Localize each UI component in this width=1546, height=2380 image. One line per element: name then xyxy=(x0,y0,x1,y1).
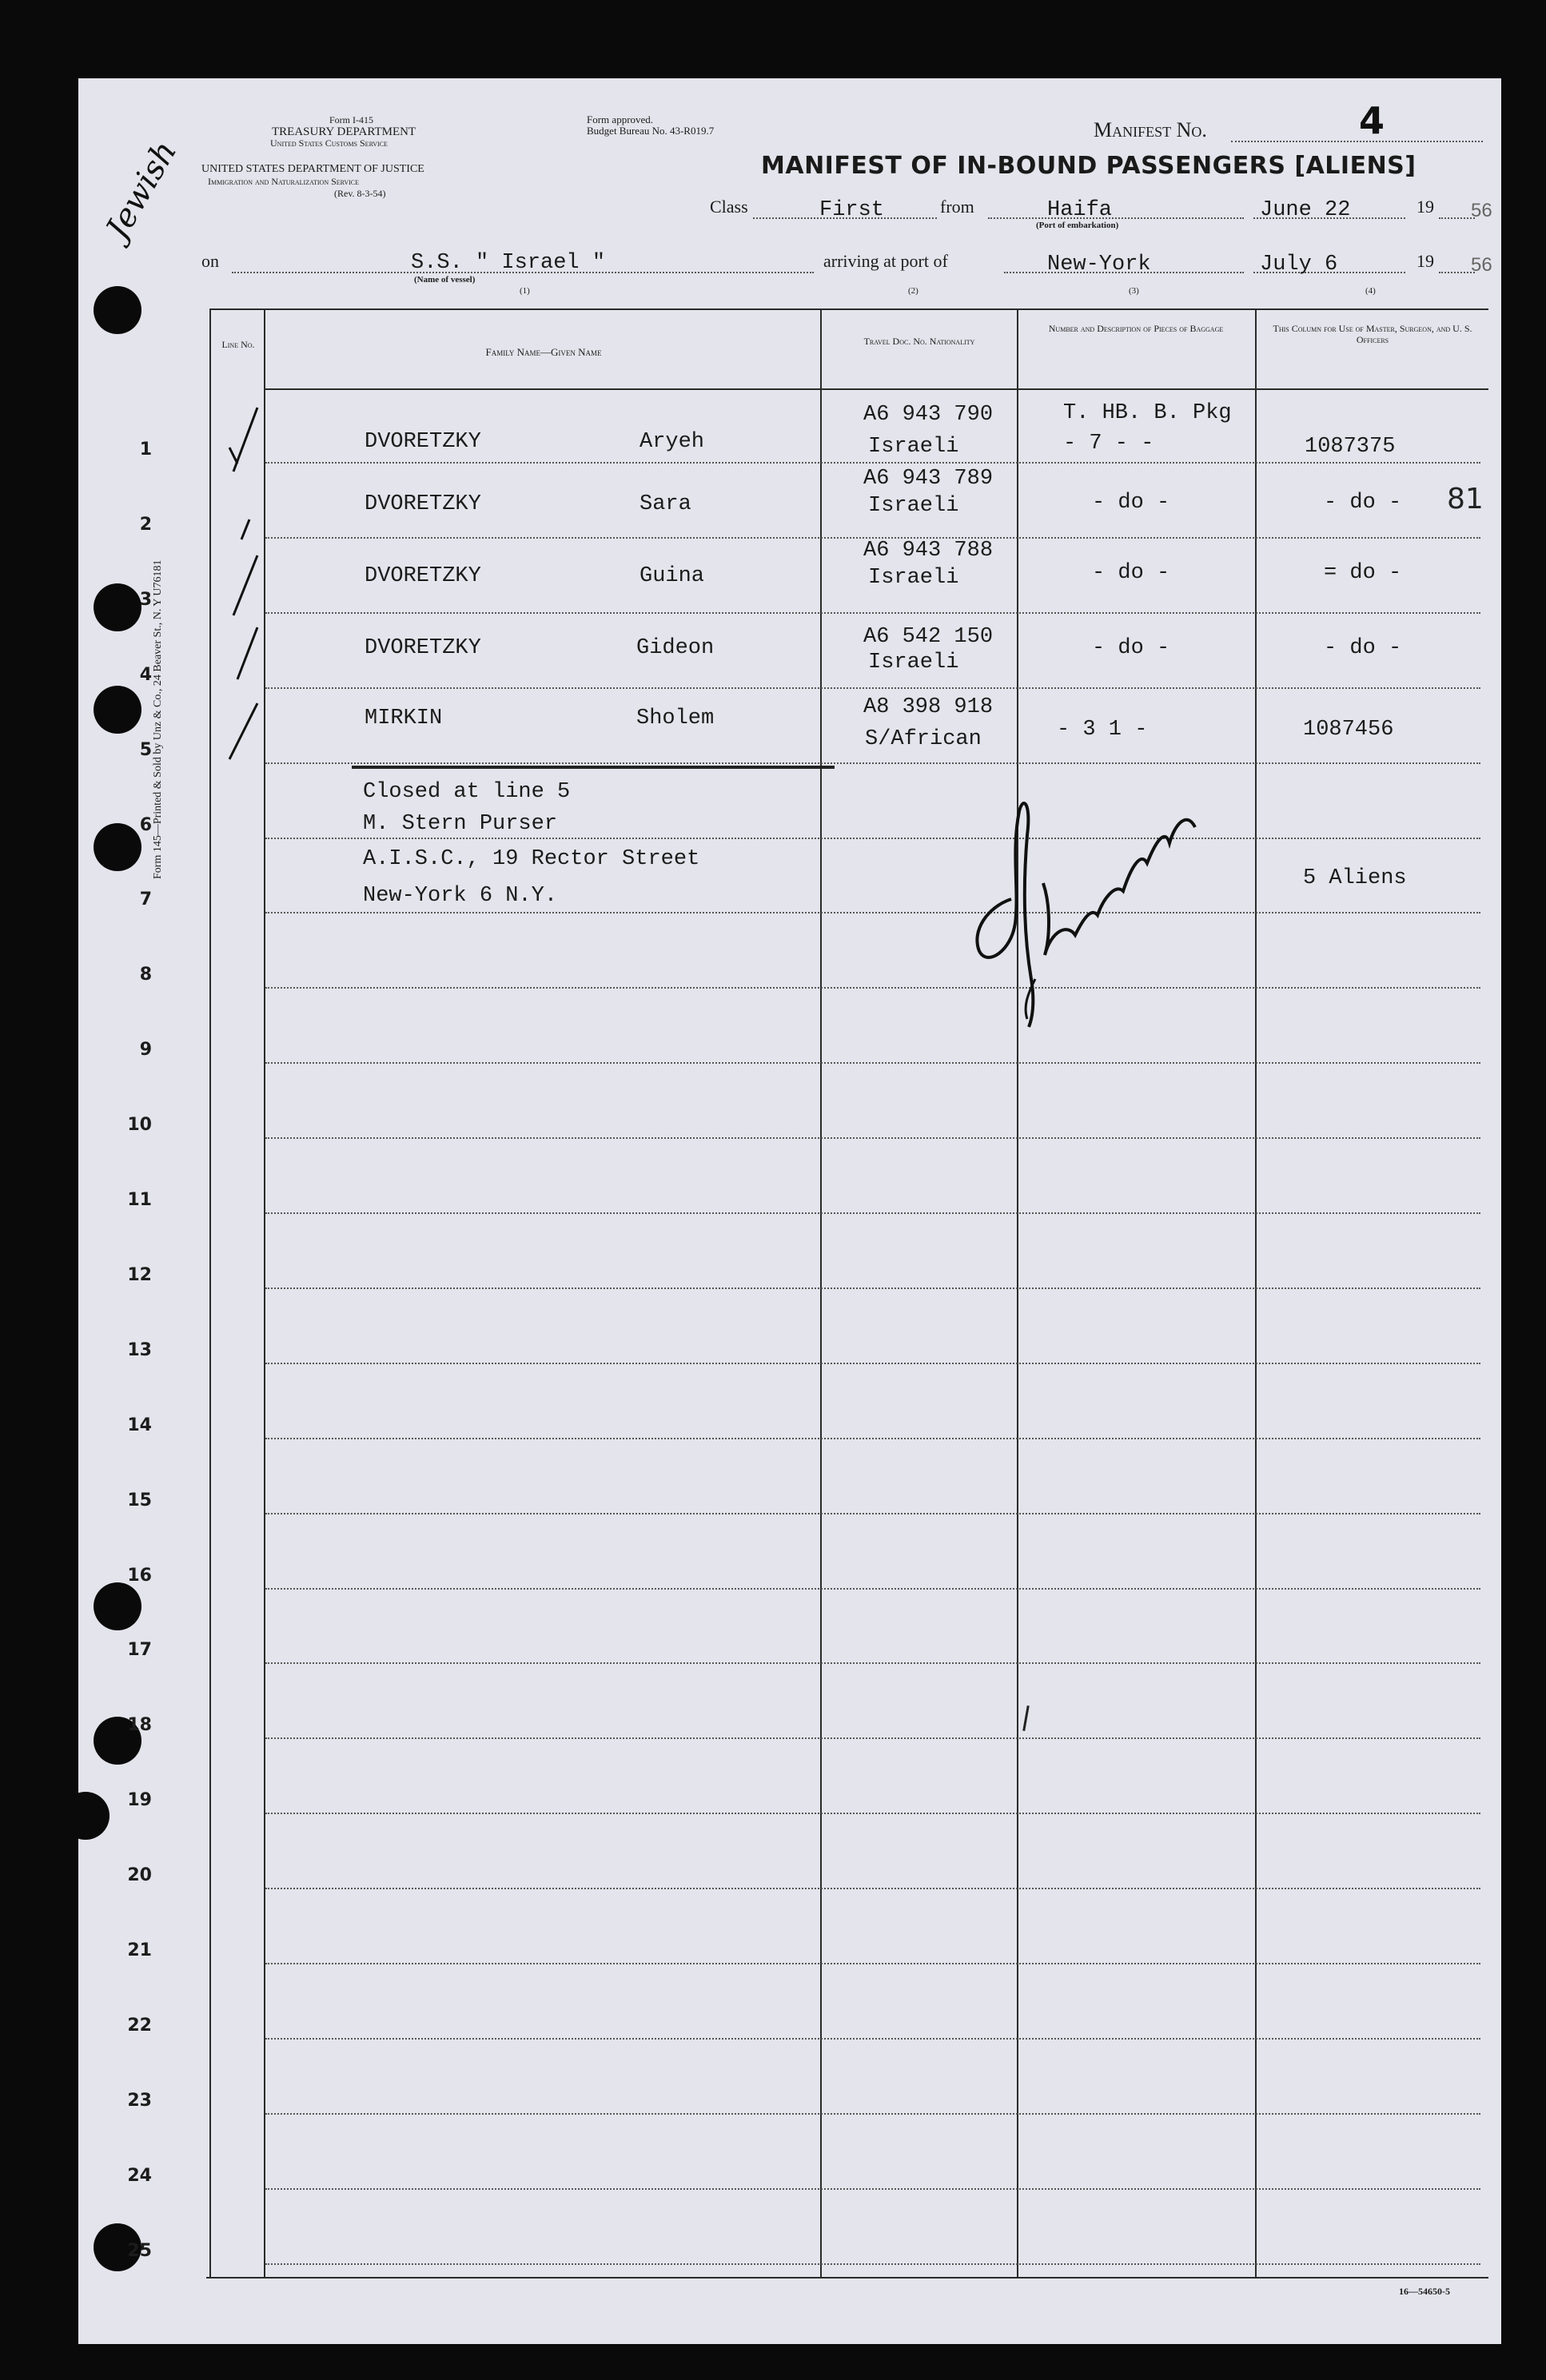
depart-date: June 22 xyxy=(1260,198,1351,222)
passenger-doc-no: A6 943 789 xyxy=(863,467,994,491)
depart-year-line xyxy=(1439,217,1475,219)
customs-service: United States Customs Service xyxy=(270,137,388,149)
arrival-port: New-York xyxy=(1047,253,1151,277)
vessel-caption: (Name of vessel) xyxy=(414,275,476,285)
line-number: 21 xyxy=(127,1940,152,1960)
passenger-baggage: - do - xyxy=(1092,561,1170,585)
passenger-baggage-count: - 7 - - xyxy=(1063,432,1154,456)
passenger-officer-entry: - do - xyxy=(1324,636,1402,660)
passenger-officer-entry: - do - xyxy=(1324,491,1402,515)
passenger-doc-no: A6 943 790 xyxy=(863,403,994,427)
ruled-line xyxy=(265,612,1480,614)
officer-total: 5 Aliens xyxy=(1303,866,1407,890)
year-prefix-2: 19 xyxy=(1417,251,1434,271)
line-number: 7 xyxy=(139,890,152,909)
line-number: 17 xyxy=(127,1640,152,1660)
line-number: 13 xyxy=(127,1340,152,1360)
line-number: 12 xyxy=(127,1265,152,1285)
officer-signature xyxy=(955,779,1219,1035)
ruled-line xyxy=(265,2113,1480,2115)
from-value: Haifa xyxy=(1047,198,1113,222)
form-number: Form I-415 xyxy=(329,114,373,125)
passenger-officer-entry: 1087456 xyxy=(1303,718,1394,742)
passenger-family-name: DVORETZKY xyxy=(365,492,481,516)
ruled-line xyxy=(265,2188,1480,2190)
punch-hole xyxy=(62,1792,110,1840)
ruled-line xyxy=(265,838,1480,839)
punch-hole xyxy=(94,1582,141,1630)
purser-line: M. Stern Purser xyxy=(363,812,558,836)
page-title: MANIFEST OF IN-BOUND PASSENGERS [ALIENS] xyxy=(761,152,1417,180)
line-number: 11 xyxy=(127,1190,152,1210)
passenger-given-name: Gideon xyxy=(636,636,715,660)
line-number: 2 xyxy=(139,515,152,535)
passenger-officer-entry: = do - xyxy=(1324,561,1402,585)
punch-hole xyxy=(94,286,141,334)
ruled-line xyxy=(265,1212,1480,1214)
manifest-no-line xyxy=(1231,141,1483,142)
ruled-line xyxy=(265,1062,1480,1064)
col-ref-3: (3) xyxy=(1129,286,1139,296)
handwritten-corner-note: Jewish xyxy=(98,134,185,245)
col-header-officers: This Column for Use of Master, Surgeon, and U. S. Officers xyxy=(1273,323,1472,345)
passenger-family-name: DVORETZKY xyxy=(365,636,481,660)
manifest-number: 4 xyxy=(1359,99,1385,142)
ruled-line xyxy=(265,1137,1480,1139)
passenger-given-name: Guina xyxy=(640,564,705,588)
passenger-nationality: S/African xyxy=(865,727,982,751)
justice-department: UNITED STATES DEPARTMENT OF JUSTICE xyxy=(201,163,424,175)
col-ref-2: (2) xyxy=(908,286,918,296)
line-number: 16 xyxy=(127,1566,152,1586)
ruled-line xyxy=(265,987,1480,989)
ruled-line xyxy=(265,1588,1480,1590)
ruled-line xyxy=(265,1513,1480,1514)
ruled-line xyxy=(265,2038,1480,2040)
line-number: 8 xyxy=(139,965,152,985)
closing-rule xyxy=(352,766,835,769)
ruled-line xyxy=(265,1963,1480,1964)
col-divider-baggage xyxy=(1017,308,1018,2279)
passenger-given-name: Sara xyxy=(640,492,691,516)
line-number: 24 xyxy=(127,2166,152,2186)
table-bottom-border xyxy=(206,2277,1488,2279)
line-number: 18 xyxy=(127,1715,152,1735)
arrival-year-line xyxy=(1439,272,1475,273)
table-header-border xyxy=(264,388,1488,390)
port-embark-caption: (Port of embarkation) xyxy=(1036,221,1119,230)
passenger-family-name: DVORETZKY xyxy=(365,430,481,454)
table-top-border xyxy=(209,308,1488,310)
printer-margin-note: Form 145—Printed & Sold by Unz & Co., 24 Beaver St., N. Y U76181 xyxy=(152,559,164,879)
col-header-line-no: Line No. xyxy=(221,339,255,350)
ruled-line xyxy=(265,1813,1480,1814)
from-line xyxy=(988,217,1244,219)
manifest-sheet xyxy=(78,78,1501,2344)
passenger-doc-no: A6 943 788 xyxy=(863,539,994,563)
class-value: First xyxy=(819,198,885,222)
passenger-given-name: Aryeh xyxy=(640,430,705,454)
line-number: 19 xyxy=(127,1790,152,1810)
budget-bureau: Budget Bureau No. 43-R019.7 xyxy=(587,125,715,137)
passenger-doc-no: A8 398 918 xyxy=(863,695,994,719)
line-number: 25 xyxy=(127,2241,152,2261)
ruled-line xyxy=(265,1737,1480,1739)
table-left-border xyxy=(209,308,211,2279)
passenger-officer-entry: 1087375 xyxy=(1305,435,1396,459)
col-header-baggage: Number and Description of Pieces of Baggage xyxy=(1048,323,1224,334)
line-number: 4 xyxy=(139,665,152,685)
line-number: 22 xyxy=(127,2016,152,2036)
agent-city-line: New-York 6 N.Y. xyxy=(363,884,558,908)
passenger-nationality: Israeli xyxy=(868,651,959,675)
ruled-line xyxy=(265,462,1480,464)
col-divider-officers xyxy=(1255,308,1257,2279)
year-prefix: 19 xyxy=(1417,197,1434,217)
ins-service: Immigration and Naturalization Service xyxy=(208,176,360,187)
col-divider-travel xyxy=(820,308,822,2279)
ruled-line xyxy=(265,1363,1480,1364)
line-number: 14 xyxy=(127,1415,152,1435)
arrival-year: 56 xyxy=(1471,254,1492,276)
from-label: from xyxy=(940,197,974,217)
passenger-nationality: Israeli xyxy=(868,435,959,459)
treasury-department: TREASURY DEPARTMENT xyxy=(272,125,416,138)
revision: (Rev. 8-3-54) xyxy=(334,188,386,199)
passenger-doc-no: A6 542 150 xyxy=(863,625,994,649)
line-number: 9 xyxy=(139,1040,152,1060)
on-label: on xyxy=(201,251,219,271)
col-ref-1: (1) xyxy=(520,286,530,296)
class-label: Class xyxy=(710,197,748,217)
ruled-line xyxy=(265,2263,1480,2265)
ruled-line xyxy=(265,762,1480,764)
line-number: 3 xyxy=(139,590,152,610)
passenger-nationality: Israeli xyxy=(868,494,959,518)
line-number: 5 xyxy=(139,740,152,760)
col-ref-4: (4) xyxy=(1365,286,1376,296)
vessel-name: S.S. " Israel " xyxy=(411,251,606,275)
passenger-baggage: T. HB. B. Pkg xyxy=(1063,401,1232,425)
line-number: 23 xyxy=(127,2091,152,2111)
arriving-label: arriving at port of xyxy=(823,251,948,271)
col-header-travel: Travel Doc. No. Nationality xyxy=(863,336,975,347)
depart-year: 56 xyxy=(1471,200,1492,221)
passenger-officer-note: 81 xyxy=(1447,483,1484,515)
ruled-line xyxy=(265,1438,1480,1439)
ruled-line xyxy=(265,912,1480,913)
form-approved: Form approved. xyxy=(587,113,654,125)
line-number: 6 xyxy=(139,815,152,835)
line-number: 1 xyxy=(139,440,152,460)
passenger-nationality: Israeli xyxy=(868,566,959,590)
footer-code: 16—54650-5 xyxy=(1399,2286,1450,2297)
passenger-baggage: - do - xyxy=(1092,636,1170,660)
passenger-family-name: MIRKIN xyxy=(365,706,443,730)
ruled-line xyxy=(265,1662,1480,1664)
line-number: 20 xyxy=(127,1865,152,1885)
line-number: 10 xyxy=(127,1115,152,1135)
line-check-marks xyxy=(217,400,273,767)
ruled-line xyxy=(265,1288,1480,1289)
punch-hole xyxy=(94,686,141,734)
arrival-date: July 6 xyxy=(1260,253,1338,277)
passenger-given-name: Sholem xyxy=(636,706,715,730)
passenger-family-name: DVORETZKY xyxy=(365,564,481,588)
ruled-line xyxy=(265,687,1480,689)
line-number: 15 xyxy=(127,1490,152,1510)
passenger-baggage: - 3 1 - xyxy=(1057,718,1148,742)
ruled-line xyxy=(265,1888,1480,1889)
agent-address-line: A.I.S.C., 19 Rector Street xyxy=(363,847,700,871)
col-header-name: Family Name—Given Name xyxy=(485,346,602,358)
manifest-no-label: Manifest No. xyxy=(1094,118,1207,141)
closing-line: Closed at line 5 xyxy=(363,780,571,804)
passenger-baggage: - do - xyxy=(1092,491,1170,515)
